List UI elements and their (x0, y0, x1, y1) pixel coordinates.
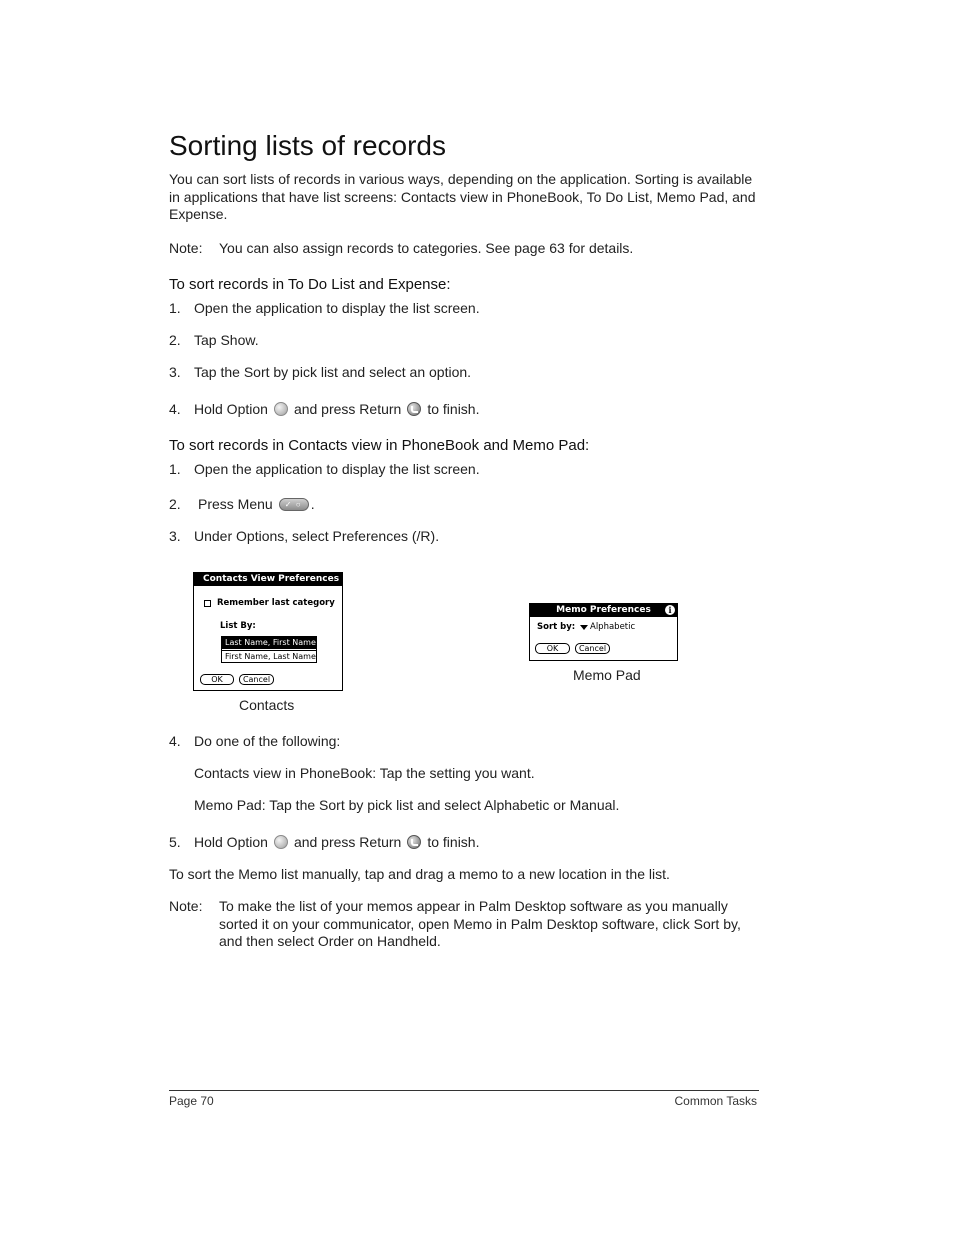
contacts-preferences-dialog (193, 572, 343, 691)
option-button-icon (274, 835, 288, 849)
memo-preferences-dialog (529, 603, 678, 661)
memo-caption: Memo Pad (573, 667, 641, 683)
cancel-button[interactable]: Cancel (239, 674, 274, 685)
sub-item: Contacts view in PhoneBook: Tap the setting you want. (194, 765, 535, 781)
list-by-options (221, 636, 317, 663)
note-label: Note: (169, 240, 203, 256)
info-icon[interactable]: i (665, 605, 675, 615)
menu-button-icon: ✓ ○ (279, 498, 309, 511)
step-number: 4. (169, 401, 181, 417)
step-number: 5. (169, 834, 181, 850)
manual-sort-paragraph: To sort the Memo list manually, tap and drag a memo to a new location in the list. (169, 866, 670, 882)
step-text (194, 401, 479, 417)
sort-by-label: Sort by: (537, 622, 576, 632)
step-number: 1. (169, 461, 181, 477)
list-by-label: List By: (220, 621, 256, 631)
sort-by-value: Alphabetic (590, 622, 636, 632)
section-1-heading: To sort records in To Do List and Expense: (169, 276, 451, 293)
section-2-heading: To sort records in Contacts view in PhoneBook and Memo Pad: (169, 437, 590, 454)
page-title: Sorting lists of records (169, 130, 446, 161)
step-text: Open the application to display the list screen. (194, 461, 480, 477)
list-option-selected[interactable]: Last Name, First Name (222, 637, 316, 649)
step-text: Under Options, select Preferences (/R). (194, 528, 440, 544)
step-text: Open the application to display the list screen. (194, 300, 480, 316)
return-button-icon (407, 835, 421, 849)
note-text: To make the list of your memos appear in Palm Desktop software as you manually sorted it on your communicator, open Memo in Palm Desktop software, click Sort by, and then select Order on Handheld. (219, 898, 741, 949)
return-button-icon (407, 402, 421, 416)
step-number: 3. (169, 364, 181, 380)
list-option[interactable]: First Name, Last Name (222, 650, 316, 662)
footer-page-number: Page 70 (169, 1094, 214, 1108)
footer-section-name: Common Tasks (674, 1094, 757, 1108)
step-text-part: . (310, 496, 315, 512)
step-text-part: Hold Option (194, 834, 268, 850)
dialog-title: Contacts View Preferences (194, 573, 342, 586)
dialog-title (530, 604, 677, 617)
note-label: Note: (169, 898, 203, 914)
step-text (194, 834, 479, 850)
step-text-part: Hold Option (194, 401, 268, 417)
step-text: Tap the Sort by pick list and select an option. (194, 364, 472, 380)
step-text-part: Press Menu (198, 496, 273, 512)
step-text-part: and press Return (293, 401, 402, 417)
option-button-icon (274, 402, 288, 416)
note-text: You can also assign records to categories. See page 63 for details. (219, 240, 634, 256)
remember-category-checkbox[interactable] (204, 600, 211, 607)
cancel-button[interactable]: Cancel (575, 643, 610, 654)
step-number: 4. (169, 733, 181, 749)
step-number: 2. (169, 332, 181, 348)
step-number: 3. (169, 528, 181, 544)
ok-button[interactable]: OK (535, 643, 570, 654)
intro-paragraph: You can sort lists of records in various ways, depending on the application. Sorting is available in applications that have list screens: Contacts view in PhoneBook, To Do List, Memo Pad, and Expense. (169, 171, 756, 222)
step-number: 2. (169, 496, 181, 512)
chevron-down-icon (580, 625, 588, 630)
step-text-part: to finish. (427, 834, 480, 850)
sort-by-picker[interactable] (580, 622, 635, 632)
checkbox-label: Remember last category (217, 598, 335, 608)
contacts-caption: Contacts (239, 697, 295, 713)
step-text-part: and press Return (293, 834, 402, 850)
footer-rule (169, 1090, 759, 1091)
ok-button[interactable]: OK (200, 674, 234, 685)
step-text (198, 496, 315, 512)
dialog-title-text: Memo Preferences (556, 605, 651, 615)
sub-item: Memo Pad: Tap the Sort by pick list and select Alphabetic or Manual. (194, 797, 620, 813)
step-number: 1. (169, 300, 181, 316)
step-text: Tap Show. (194, 332, 259, 348)
step-text-part: to finish. (427, 401, 480, 417)
step-text: Do one of the following: (194, 733, 341, 749)
